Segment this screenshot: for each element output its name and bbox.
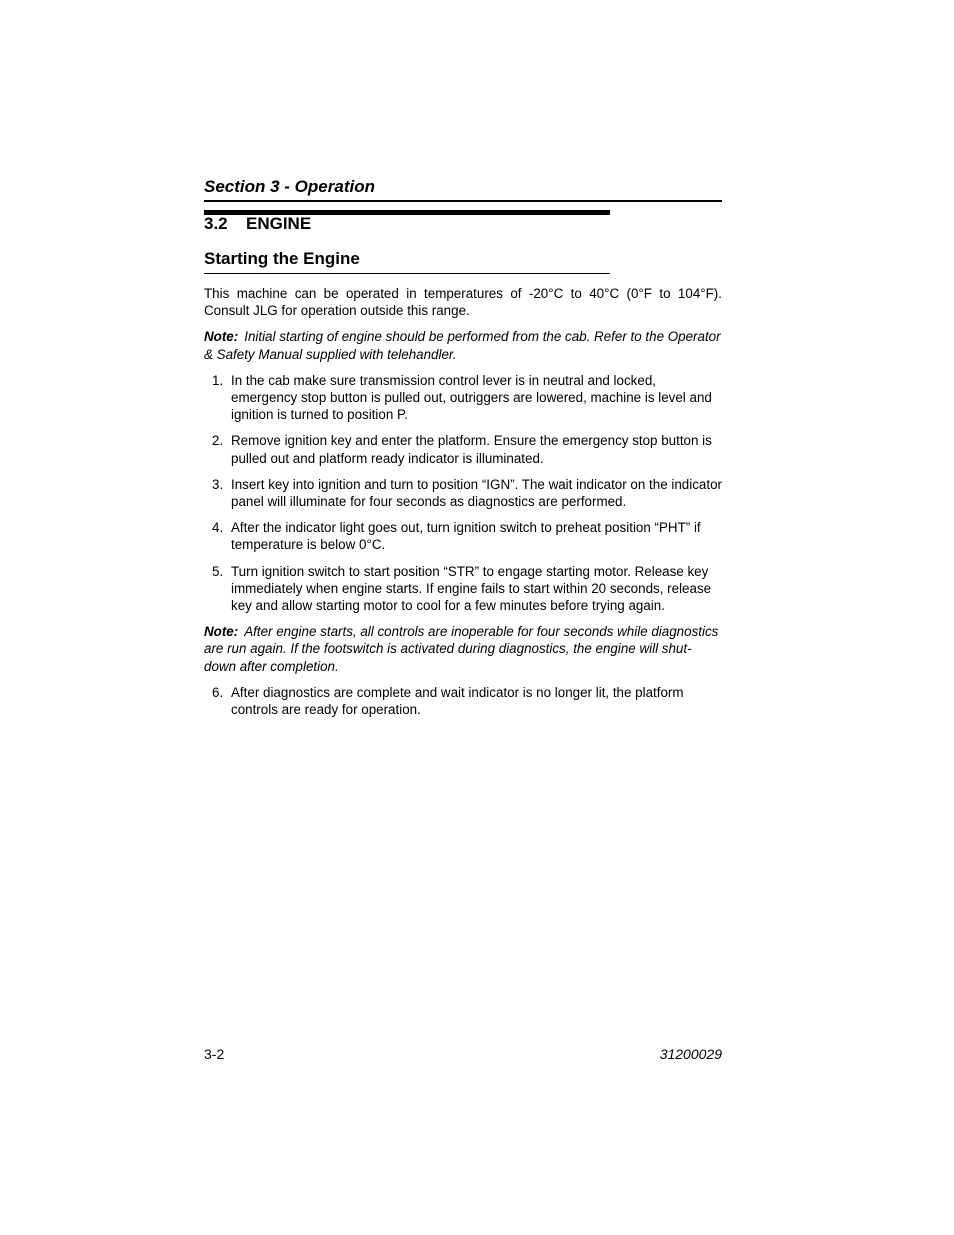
note-2 [204, 623, 722, 675]
document-number: 31200029 [659, 1046, 722, 1062]
step-number: 6. [212, 684, 224, 700]
subsection-title: Starting the Engine [204, 249, 360, 268]
note-2-text: After engine starts, all controls are inoperable for four seconds while diagnostics are run again. If the footswitch is activated during diagnostics, the engine will shut-down after completion. [204, 624, 719, 674]
body-content [204, 285, 722, 727]
step-number: 4. [212, 520, 224, 536]
intro-paragraph: This machine can be operated in temperatures of -20°C to 40°C (0°F to 104°F). Consult JLG for operation outside this range. [204, 286, 722, 319]
step-text: Remove ignition key and enter the platform. Ensure the emergency stop button is pulled out and platform ready indicator is illuminated. [231, 433, 712, 466]
step-number: 2. [212, 433, 224, 449]
step-number: 1. [212, 372, 224, 388]
note-1 [204, 328, 722, 362]
steps-list-a [204, 372, 722, 614]
header-rule [204, 200, 722, 202]
list-item [204, 684, 722, 718]
list-item [204, 519, 722, 553]
running-header: Section 3 - Operation [204, 177, 375, 196]
section-title-text: ENGINE [246, 214, 312, 233]
step-text: Turn ignition switch to start position “STR” to engage starting motor. Release key immediately when engine starts. If engine fails to start within 20 seconds, release key and allow starting motor to cool for a few minutes before trying again. [231, 563, 712, 614]
list-item [204, 372, 722, 424]
step-text: After the indicator light goes out, turn ignition switch to preheat position “PHT” if temperature is below 0°C. [231, 520, 701, 553]
list-item [204, 476, 722, 510]
list-item [204, 563, 722, 615]
subsection-rule [204, 273, 610, 274]
steps-list-b [204, 684, 722, 718]
list-item [204, 432, 722, 466]
note-1-label: Note: [204, 329, 239, 345]
step-text: Insert key into ignition and turn to position “IGN”. The wait indicator on the indicator panel will illuminate for four seconds as diagnostics are performed. [231, 476, 723, 510]
page-number: 3-2 [204, 1046, 225, 1062]
note-2-label: Note: [204, 624, 239, 640]
step-text: After diagnostics are complete and wait indicator is no longer lit, the platform controls are ready for operation. [231, 684, 684, 718]
step-text: In the cab make sure transmission control lever is in neutral and locked, emergency stop button is pulled out, outriggers are lowered, machine is level and ignition is turned to position P. [231, 372, 712, 423]
section-title [204, 214, 311, 234]
step-number: 5. [212, 563, 224, 579]
step-number: 3. [212, 476, 224, 492]
note-1-text: Initial starting of engine should be performed from the cab. Refer to the Operator & Safety Manual supplied with telehandler. [204, 329, 721, 362]
section-number: 3.2 [204, 214, 228, 233]
